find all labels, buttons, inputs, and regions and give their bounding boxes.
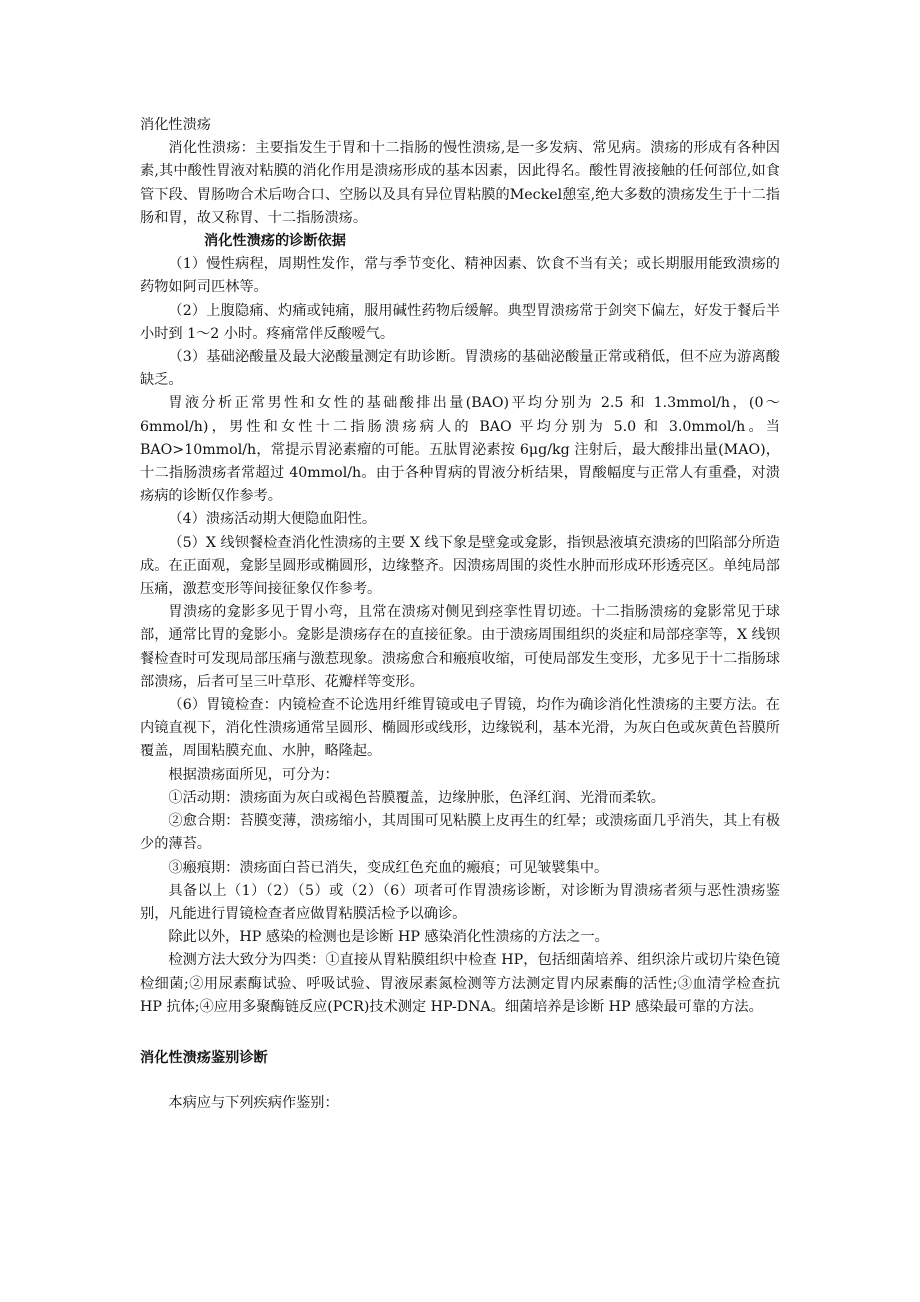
paragraph-criterion-4: （4）溃疡活动期大便隐血阳性。: [168, 511, 377, 528]
paragraph-scar-stage: ③瘢痕期：溃疡面白苔已消失，变成红色充血的瘢痕；可见皱襞集中。: [168, 859, 609, 876]
paragraph-healing-stage: ②愈合期：苔膜变薄，溃疡缩小，其周围可见粘膜上皮再生的红晕；或溃疡面几乎消失，其上有极少的薄苔。: [140, 813, 780, 853]
differential-heading: 消化性溃疡鉴别诊断: [140, 1049, 268, 1066]
paragraph-active-stage: ①活动期：溃疡面为灰白或褐色苔膜覆盖，边缘肿胀，色泽红润、光滑而柔软。: [168, 789, 665, 806]
paragraph-criterion-3: （3）基础泌酸量及最大泌酸量测定有助诊断。胃溃疡的基础泌酸量正常或稍低，但不应为游离酸缺乏。: [140, 349, 780, 389]
paragraph-hp-detection: 除此以外，HP 感染的检测也是诊断 HP 感染消化性溃疡的方法之一。: [168, 929, 609, 946]
paragraph-hp-methods: 检测方法大致分为四类：①直接从胃粘膜组织中检查 HP，包括细菌培养、组织涂片或切片染色镜检细菌;②用尿素酶试验、呼吸试验、胃液尿素氮检测等方法测定胃内尿素酶的活性;③血清学检查抗 HP 抗体;④应用多聚酶链反应(PCR)技术测定 HP-DNA。细菌培养是诊断 HP 感染最可靠的方法。: [140, 952, 780, 1015]
paragraph-niche-shadow: 胃溃疡的龛影多见于胃小弯，且常在溃疡对侧见到痉挛性胃切迹。十二指肠溃疡的龛影常见于球部，通常比胃的龛影小。龛影是溃疡存在的直接征象。由于溃疡周围组织的炎症和局部痉挛等，X 线钡餐检查时可发现局部压痛与激惹现象。溃疡愈合和瘢痕收缩，可使局部发生变形，尤多见于十二指肠球部溃疡，后者可呈三叶草形、花瓣样等变形。: [140, 604, 780, 690]
differential-intro: 本病应与下列疾病作鉴别：: [168, 1095, 339, 1112]
diagnosis-heading: 消化性溃疡的诊断依据: [204, 233, 346, 250]
paragraph-criterion-2: （2）上腹隐痛、灼痛或钝痛，服用碱性药物后缓解。典型胃溃疡常于剑突下偏左，好发于餐后半小时到 1～2 小时。疼痛常伴反酸嗳气。: [140, 302, 780, 342]
paragraph-criterion-5: （5）X 线钡餐检查消化性溃疡的主要 X 线下象是壁龛或龛影，指钡悬液填充溃疡的凹陷部分所造成。在正面观，龛影呈圆形或椭圆形，边缘整齐。因溃疡周围的炎性水肿而形成环形透亮区。单纯局部压痛，激惹变形等间接征象仅作参考。: [140, 534, 780, 598]
intro-paragraph: 消化性溃疡：主要指发生于胃和十二指肠的慢性溃疡,是一多发病、常见病。溃疡的形成有各种因素,其中酸性胃液对粘膜的消化作用是溃疡形成的基本因素，因此得名。酸性胃液接触的任何部位,如食管下段、胃肠吻合术后吻合口、空肠以及具有异位胃粘膜的Meckel憩室,绝大多数的溃疡发生于十二指肠和胃，故又称胃、十二指肠溃疡。: [140, 140, 780, 226]
paragraph-criterion-1: （1）慢性病程，周期性发作，常与季节变化、精神因素、饮食不当有关；或长期服用能致溃疡的药物如阿司匹林等。: [140, 256, 780, 296]
paragraph-classification-intro: 根据溃疡面所见，可分为：: [168, 766, 339, 783]
document-title: 消化性溃疡: [140, 117, 211, 133]
paragraph-gastric-analysis: 胃液分析正常男性和女性的基础酸排出量(BAO)平均分别为 2.5 和 1.3mmol/h，(0～6mmol/h)，男性和女性十二指肠溃疡病人的 BAO 平均分别为 5.0 和 3.0mmol/h。当BAO>10mmol/h，常提示胃泌素瘤的可能。五肽胃泌素按 6μg/kg 注射后，最大酸排出量(MAO)，十二指肠溃疡者常超过 40mmol/h。由于各种胃病的胃液分析结果，胃酸幅度与正常人有重叠，对溃疡病的诊断仅作参考。: [140, 395, 780, 505]
paragraph-criterion-6: （6）胃镜检查：内镜检查不论选用纤维胃镜或电子胃镜，均作为确诊消化性溃疡的主要方法。在内镜直视下，消化性溃疡通常呈圆形、椭圆形或线形，边缘锐利，基本光滑，为灰白色或灰黄色苔膜所覆盖，周围粘膜充血、水肿，略隆起。: [140, 697, 780, 760]
paragraph-diagnosis-summary: 具备以上（1）（2）（5）或（2）（6）项者可作胃溃疡诊断，对诊断为胃溃疡者须与恶性溃疡鉴别，凡能进行胃镜检查者应做胃粘膜活检予以确诊。: [140, 882, 780, 922]
document-page: [140, 114, 780, 1115]
